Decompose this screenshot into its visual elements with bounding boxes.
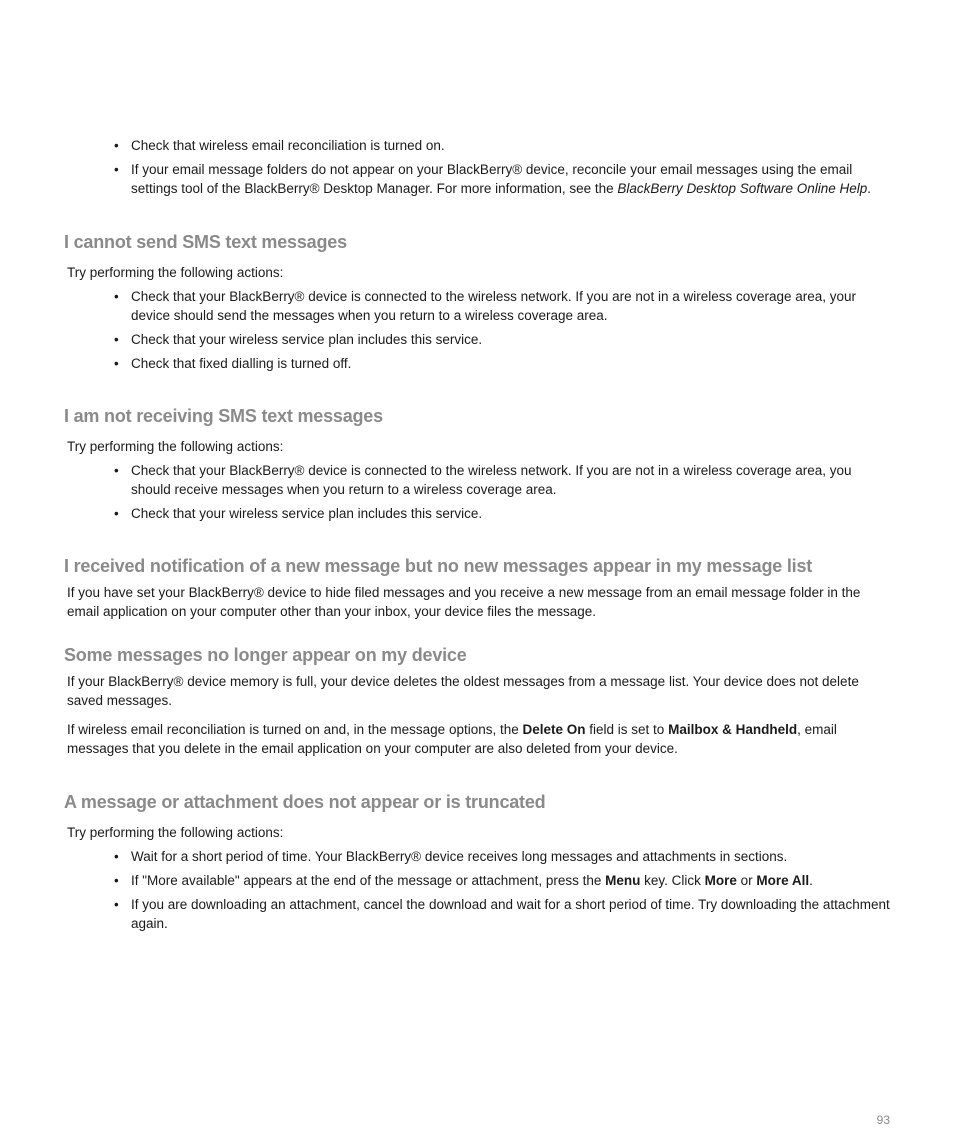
bullet-marker: • [114,289,119,304]
list-item [114,287,894,325]
list-item-text: Check that fixed dialling is turned off. [131,356,352,371]
truncated-bullet-list [114,847,894,938]
top-bullet-list [114,136,894,203]
section-heading-notification: I received notification of a new message but no new messages appear in my message list [64,556,813,576]
list-item-text: Wait for a short period of time. Your BlackBerry® device receives long messages and attachments in sections. [131,849,788,864]
bullet-marker: • [114,138,119,153]
help-reference: BlackBerry Desktop Software Online Help [617,181,868,196]
section-heading-missing-messages: Some messages no longer appear on my device [64,645,467,665]
bullet-marker: • [114,873,119,888]
list-item [114,461,894,499]
section-intro: Try performing the following actions: [67,825,284,840]
text-run: If "More available" appears at the end of the message or attachment, press the [131,873,606,888]
text-run: or [736,873,757,888]
ui-term-menu: Menu [605,873,641,888]
section-heading-sms-receive: I am not receiving SMS text messages [64,406,383,426]
ui-term-mailbox-handheld: Mailbox & Handheld [668,722,798,737]
ui-term-delete-on: Delete On [522,722,586,737]
list-item [114,160,894,198]
list-item [114,895,894,933]
text-run: key. Click [640,873,705,888]
list-item-text: Check that your wireless service plan includes this service. [131,332,483,347]
list-item-text: If you are downloading an attachment, cancel the download and wait for a short period of time. Try downloading the attachment again. [131,897,890,931]
list-item [114,504,894,523]
bullet-marker: • [114,332,119,347]
bullet-marker: • [114,356,119,371]
list-item-text: Check that your BlackBerry® device is connected to the wireless network. If you are not in a wireless coverage area, you should receive messages when you return to a wireless coverage area. [131,463,852,497]
list-item [114,136,894,155]
bullet-marker: • [114,463,119,478]
ui-term-more-all: More All [756,873,810,888]
list-item [114,330,894,349]
text-run: . [809,873,813,888]
list-item-text: Check that your BlackBerry® device is connected to the wireless network. If you are not in a wireless coverage area, your device should send the messages when you return to a wireless coverage area. [131,289,857,323]
section-body: If your BlackBerry® device memory is full, your device deletes the oldest messages from a message list. Your device does not delete saved messages. [67,674,859,708]
list-item [114,871,894,890]
list-item-text: Check that your wireless service plan includes this service. [131,506,483,521]
list-item-punctuation: . [867,181,872,196]
bullet-marker: • [114,897,119,912]
list-item [114,354,894,373]
text-run: field is set to [585,722,669,737]
section-body: If you have set your BlackBerry® device to hide filed messages and you receive a new message from an email message folder in the email application on your computer other than your inbox, your device files the message. [67,585,861,619]
page-number: 93 [876,1113,890,1127]
bullet-marker: • [114,849,119,864]
section-intro: Try performing the following actions: [67,265,284,280]
bullet-marker: • [114,162,119,177]
bullet-marker: • [114,506,119,521]
text-run: , email messages that you delete in the email application on your computer are also deleted from your device. [67,722,837,756]
list-item-text: If your email message folders do not appear on your BlackBerry® device, reconcile your email messages using the email settings tool of the BlackBerry® Desktop Manager. For more information, see the [131,162,853,196]
ui-term-more: More [704,873,737,888]
list-item-text: Check that wireless email reconciliation is turned on. [131,138,445,153]
list-item [114,847,894,866]
section-intro: Try performing the following actions: [67,439,284,454]
section-body-reconciliation [67,720,893,758]
section-heading-truncated: A message or attachment does not appear or is truncated [64,792,546,812]
sms-receive-bullet-list [114,461,894,528]
section-heading-sms-send: I cannot send SMS text messages [64,232,347,252]
sms-send-bullet-list [114,287,894,378]
text-run: If wireless email reconciliation is turned on and, in the message options, the [67,722,523,737]
